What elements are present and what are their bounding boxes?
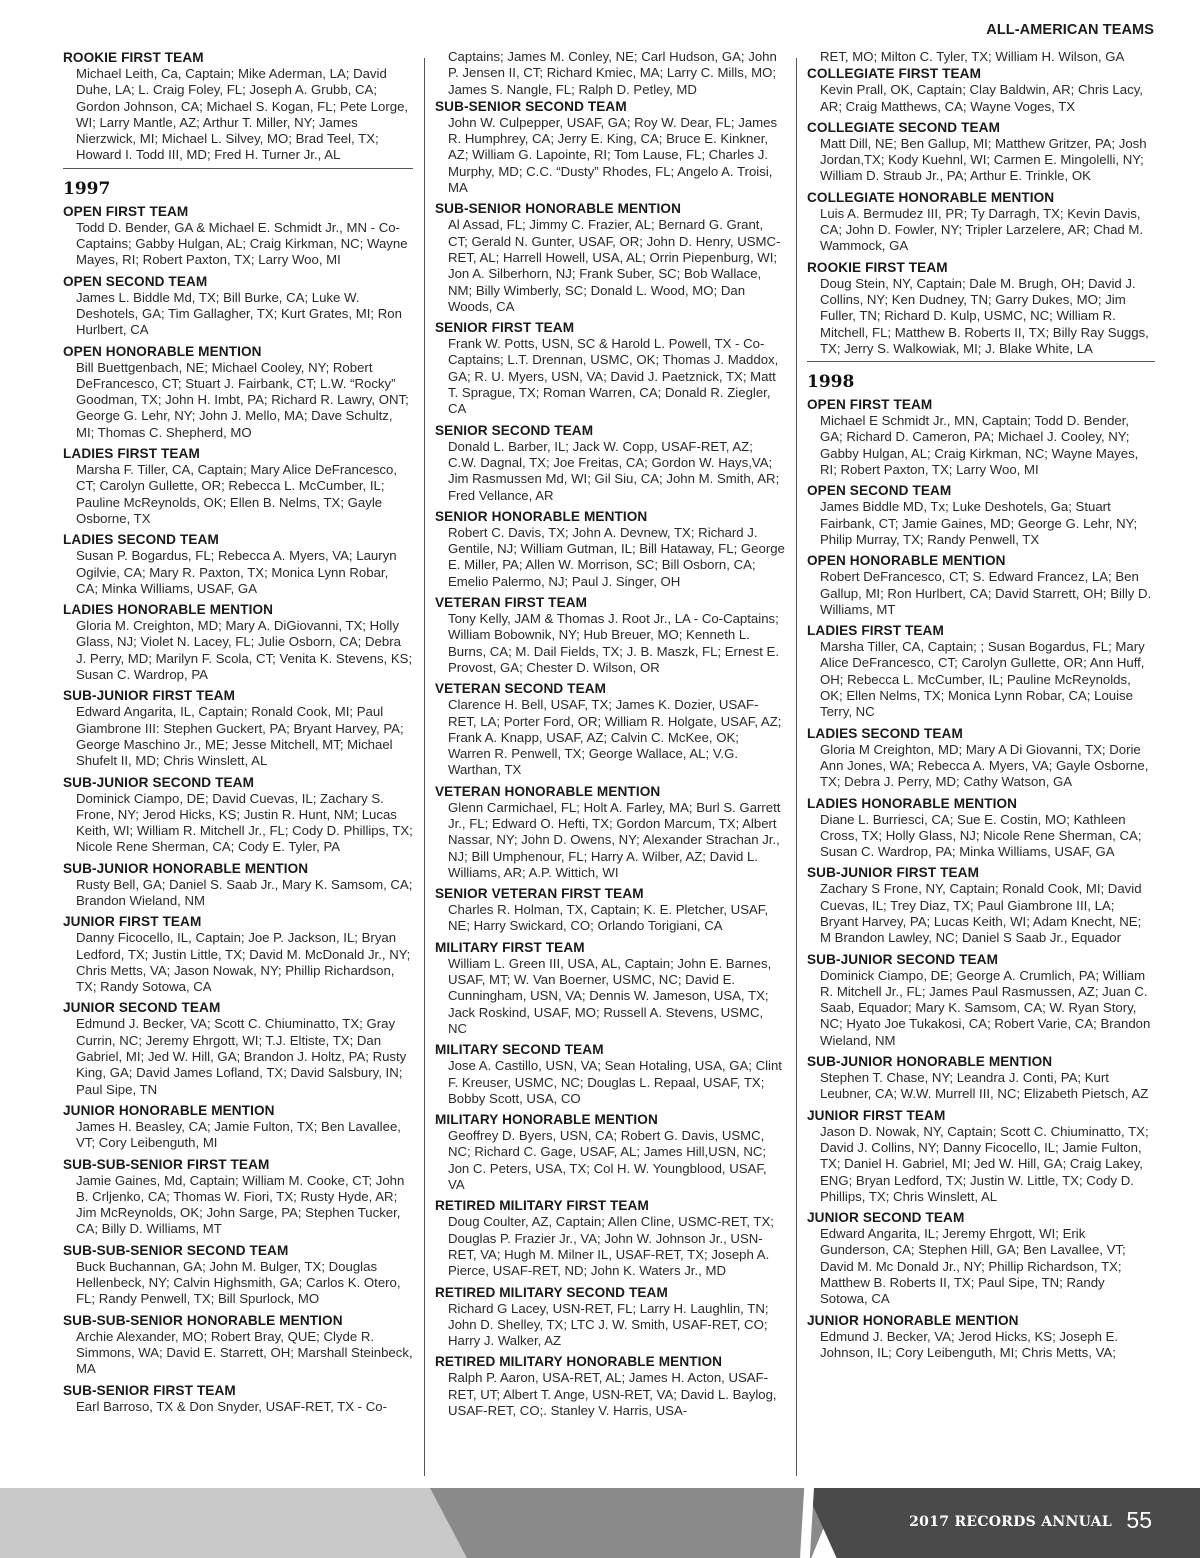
team-members: Stephen T. Chase, NY; Leandra J. Conti, PA; Kurt Leubner, CA; W.W. Murrell III, NC; Elizabeth Pietsch, AZ <box>820 1070 1149 1102</box>
continued-names: RET, MO; Milton C. Tyler, TX; William H. Wilson, GA <box>820 49 1125 64</box>
team-heading: LADIES FIRST TEAM <box>807 623 944 639</box>
team-heading: SUB-JUNIOR FIRST TEAM <box>63 688 236 704</box>
team-heading: OPEN SECOND TEAM <box>807 483 952 499</box>
column-divider <box>796 58 797 1476</box>
team-members: Richard G Lacey, USN-RET, FL; Larry H. Laughlin, TN; John D. Shelley, TX; LTC J. W. Smith, USAF-RET, CO; Harry J. Walker, AZ <box>448 1300 769 1349</box>
team-members: Michael E Schmidt Jr., MN, Captain; Todd D. Bender, GA; Richard D. Cameron, PA; Michael J. Cooley, NY; Gabby Hulgan, AL; Craig Kirkman, NC; Wayne Mayes, RI; Robert Paxton, TX; Larry Woo, MI <box>820 413 1139 478</box>
team-heading: RETIRED MILITARY SECOND TEAM <box>435 1284 668 1300</box>
team-members: James Biddle MD, Tx; Luke Deshotels, Ga; Stuart Fairbank, CT; Jamie Gaines, MD; George G. Lehr, NY; Philip Murray, TX; Randy Penwell, TX <box>820 499 1138 547</box>
team-members: Rusty Bell, GA; Daniel S. Saab Jr., Mary K. Samsom, CA; Brandon Wieland, NM <box>76 876 413 908</box>
team-members: Ralph P. Aaron, USA-RET, AL; James H. Acton, USAF-RET, UT; Albert T. Ange, USN-RET, VA; David L. Baylog, USAF-RET, CO;. Stanley V. Harris, USA- <box>448 1370 777 1418</box>
team-heading: MILITARY SECOND TEAM <box>435 1042 604 1058</box>
team-heading: SUB-SENIOR SECOND TEAM <box>435 98 627 114</box>
continued-names: Captains; James M. Conley, NE; Carl Hudson, GA; John P. Jensen II, CT; Richard Kmiec, MA; Larry C. Mills, MO; James S. Nangle, FL; Ralph D. Petley, MD <box>448 49 777 97</box>
team-heading: ROOKIE FIRST TEAM <box>807 259 948 275</box>
section-list <box>807 65 1155 357</box>
team-members: Buck Buchannan, GA; John M. Bulger, TX; Douglas Hellenbeck, NY; Calvin Highsmith, GA; Carlos K. Otero, FL; Randy Penwell, TX; Bill Spurlock, MO <box>76 1258 401 1307</box>
team-members: William L. Green III, USA, AL, Captain; John E. Barnes, USAF, MT; W. Van Boerner, USMC, NC; David E. Cunningham, USN, VA; Dennis W. Jameson, USA, TX; Jack Roskind, USAF, MO; Russell A. Stevens, USMC, NC <box>448 955 772 1036</box>
team-heading: OPEN HONORABLE MENTION <box>807 553 1006 569</box>
team-members: Jason D. Nowak, NY, Captain; Scott C. Chiuminatto, TX; David J. Collins, NY; Danny Ficocello, IL; Jamie Fulton, TX; Daniel H. Gabriel, MI; Jed W. Hill, GA; Craig Lakey, ENG; Bryan Ledford, TX; Justin W. Little, TX; Cody D. Phillips, TX; Chris Winslett, AL <box>820 1123 1149 1204</box>
team-heading: SUB-JUNIOR SECOND TEAM <box>807 951 999 967</box>
team-heading: LADIES SECOND TEAM <box>63 532 219 548</box>
team-members: Donald L. Barber, IL; Jack W. Copp, USAF-RET, AZ; C.W. Dagnal, TX; Joe Freitas, CA; Gordon W. Hays,VA; Jim Rasmussen Md, WI; Gil Siu, CA; John M. Smith, AR; Fred Vellance, AR <box>448 438 780 503</box>
team-heading: LADIES HONORABLE MENTION <box>63 602 274 618</box>
team-members: Marsha Tiller, CA, Captain; ; Susan Bogardus, FL; Mary Alice DeFrancesco, CT; Carolyn Gullette, OR; Ann Huff, OH; Rebecca L. McCumber, IL; Pauline McReynolds, OK; Ellen Nelms, TX; Monica Lynn Robar, CA; Louise Terry, NC <box>820 639 1145 720</box>
team-members: Charles R. Holman, TX, Captain; K. E. Pletcher, USAF, NE; Harry Swickard, CO; Orlando Torigiani, CA <box>448 902 769 934</box>
team-members: Edmund J. Becker, VA; Scott C. Chiuminatto, TX; Gray Currin, NC; Jeremy Ehrgott, WI; T.J. Eltiste, TX; Dan Gabriel, MI; Jed W. Hill, GA; Brandon J. Holtz, PA; Rusty King, GA; David James Lofland, TX; David Salsbury, IN; Paul Sipe, TN <box>76 1016 407 1097</box>
team-members: Susan P. Bogardus, FL; Rebecca A. Myers, VA; Lauryn Ogilvie, CA; Mary R. Paxton, TX; Monica Lynn Robar, CA; Minka Williams, USAF, GA <box>76 548 397 596</box>
team-members: Gloria M Creighton, MD; Mary A Di Giovanni, TX; Dorie Ann Jones, WA; Rebecca A. Myers, VA; Gayle Osborne, TX; Debra J. Perry, MD; Cathy Watson, GA <box>820 741 1149 790</box>
team-heading: VETERAN HONORABLE MENTION <box>435 783 661 799</box>
team-members: Robert DeFrancesco, CT; S. Edward Francez, LA; Ben Gallup, MI; Ron Hurlbert, CA; David Starrett, OH; Billy D. Williams, MT <box>820 569 1152 617</box>
year-heading: 1998 <box>807 361 1155 392</box>
team-members: Archie Alexander, MO; Robert Bray, QUE; Clyde R. Simmons, WA; David E. Starrett, OH; Marshall Steinbeck, MA <box>76 1328 413 1377</box>
team-heading: SENIOR HONORABLE MENTION <box>435 508 648 524</box>
team-heading: JUNIOR FIRST TEAM <box>807 1107 946 1123</box>
column-divider <box>424 58 425 1476</box>
column-3 <box>807 49 1155 1361</box>
team-heading: OPEN FIRST TEAM <box>63 203 189 219</box>
team-heading: SENIOR SECOND TEAM <box>435 422 594 438</box>
team-members: Jose A. Castillo, USN, VA; Sean Hotaling, USA, GA; Clint F. Kreuser, USMC, NC; Douglas L. Repaal, USAF, TX; Bobby Scott, USA, CO <box>448 1058 782 1106</box>
footer-band-mid <box>430 1488 840 1558</box>
team-heading: OPEN FIRST TEAM <box>807 397 933 413</box>
page-number: 55 <box>1126 1507 1152 1533</box>
team-heading: MILITARY FIRST TEAM <box>435 939 585 955</box>
team-heading: LADIES FIRST TEAM <box>63 446 200 462</box>
team-members: Edward Angarita, IL; Jeremy Ehrgott, WI; Erik Gunderson, CA; Stephen Hill, GA; Ben Lavallee, VT; David M. Mc Donald Jr., NY; Phillip Richardson, TX; Matthew B. Roberts II, TX; Paul Sipe, TN; Randy Sotowa, CA <box>820 1226 1126 1307</box>
footer-bar <box>0 1488 1200 1558</box>
team-heading: VETERAN SECOND TEAM <box>435 681 607 697</box>
footer-band-light <box>0 1488 480 1558</box>
team-heading: SUB-JUNIOR HONORABLE MENTION <box>63 860 309 876</box>
team-members: James H. Beasley, CA; Jamie Fulton, TX; Ben Lavallee, VT; Cory Leibenguth, MI <box>76 1118 401 1151</box>
team-heading: JUNIOR HONORABLE MENTION <box>63 1102 275 1118</box>
team-members: Edward Angarita, IL, Captain; Ronald Cook, MI; Paul Giambrone III: Stephen Guckert, PA; Bryant Harvey, PA; George Maschino Jr., ME; Jesse Mitchell, MT; Michael Shufelt II, MD; Chris Winslett, AL <box>76 704 404 769</box>
team-members: Marsha F. Tiller, CA, Captain; Mary Alice DeFrancesco, CT; Carolyn Gullette, OR; Rebecca L. McCumber, IL; Pauline McReynolds, OK; Ellen B. Nelms, TX; Gayle Osborne, TX <box>76 462 398 526</box>
publication-name: 2017 RECORDS ANNUAL <box>909 1514 1112 1530</box>
team-heading: OPEN SECOND TEAM <box>63 273 208 289</box>
team-heading: COLLEGIATE HONORABLE MENTION <box>807 189 1055 205</box>
team-heading: OPEN HONORABLE MENTION <box>63 343 262 359</box>
team-heading: MILITARY HONORABLE MENTION <box>435 1112 658 1128</box>
team-members: Jamie Gaines, Md, Captain; William M. Cooke, CT; John B. Crljenko, CA; Thomas W. Fiori, TX; Rusty Hyde, AR; Jim McReynolds, OK; John Sarge, PA; Stephen Tucker, CA; Billy D. Williams, MT <box>76 1172 405 1237</box>
year-heading: 1997 <box>63 168 413 199</box>
team-heading: COLLEGIATE SECOND TEAM <box>807 119 1001 135</box>
team-members: Danny Ficocello, IL, Captain; Joe P. Jackson, IL; Bryan Ledford, TX; Justin Little, TX; David M. McDonald Jr., NY; Chris Metts, VA; Jason Nowak, NY; Phillip Richardson, TX; Randy Sotowa, CA <box>76 930 411 995</box>
team-members: Dominick Ciampo, DE; David Cuevas, IL; Zachary S. Frone, NY; Jerod Hicks, KS; Justin R. Hunt, NM; Lucas Keith, WI; William R. Mitchell Jr., FL; Cody D. Phillips, TX; Nicole Rene Sherman, CA; Cody E. Tyler, PA <box>76 790 413 855</box>
team-heading: RETIRED MILITARY HONORABLE MENTION <box>435 1354 723 1370</box>
team-heading: JUNIOR HONORABLE MENTION <box>807 1312 1019 1328</box>
team-members: Zachary S Frone, NY, Captain; Ronald Cook, MI; David Cuevas, IL; Trey Diaz, TX; Paul Giambrone III, LA; Bryant Harvey, PA; Lucas Keith, WI; Adam Knecht, NE; M Brandon Lawley, NC; Daniel S Saab Jr., Equador <box>820 881 1142 946</box>
team-members: Matt Dill, NE; Ben Gallup, MI; Matthew Gritzer, PA; Josh Jordan,TX; Kody Kuehnl, WI; Carmen E. Mingolelli, NY; William D. Straub Jr., PA; Arthur E. Trinkle, OK <box>820 135 1147 184</box>
team-members: Todd D. Bender, GA & Michael E. Schmidt Jr., MN - Co-Captains; Gabby Hulgan, AL; Craig Kirkman, NC; Wayne Mayes, RI; Robert Paxton, TX; Larry Woo, MI <box>76 219 408 268</box>
team-members: Al Assad, FL; Jimmy C. Frazier, AL; Bernard G. Grant, CT; Gerald N. Gunter, USAF, OR; John D. Henry, USMC-RET, AL; Harrell Howell, USA, AL; Orrin Piepenburg, WI; Jon A. Silberhorn, NJ; Frank Suber, SC; Bob Wallace, NM; Billy Wimberly, SC; Donald L. Wood, MO; Dan Woods, CA <box>448 217 781 314</box>
team-heading: ROOKIE FIRST TEAM <box>63 50 204 65</box>
team-members: Earl Barroso, TX & Don Snyder, USAF-RET, TX - Co- <box>76 1398 387 1414</box>
team-members: Geoffrey D. Byers, USN, CA; Robert G. Davis, USMC, NC; Richard C. Gage, USAF, AL; James Hill,USN, NC; Jon C. Peters, USA, TX; Col H. W. Youngblood, USAF, VA <box>448 1128 767 1193</box>
team-heading: SENIOR VETERAN FIRST TEAM <box>435 886 644 902</box>
team-members: Kevin Prall, OK, Captain; Clay Baldwin, AR; Chris Lacy, AR; Craig Matthews, CA; Wayne Voges, TX <box>820 82 1143 114</box>
team-heading: SUB-SENIOR HONORABLE MENTION <box>435 201 681 217</box>
team-members: Tony Kelly, JAM & Thomas J. Root Jr., LA - Co-Captains; William Bobownik, NY; Hub Breuer, MO; Kenneth L. Burns, CA; M. Dail Fields, TX; J. B. Maszk, FL; Ernest E. Provost, GA; Chester D. Wilson, OR <box>448 611 779 675</box>
column-2 <box>435 49 785 1419</box>
column-1 <box>63 49 413 1415</box>
team-heading: VETERAN FIRST TEAM <box>435 595 588 611</box>
team-members: Dominick Ciampo, DE; George A. Crumlich, PA; William R. Mitchell Jr., FL; James Paul Rasmussen, AZ; Juan C. Saab, Equador; Mary K. Samsom, CA; W. Ryan Story, NC; Hyato Joe Tukakosi, CA; Robert Varie, CA; Brandon Wieland, NM <box>820 967 1151 1048</box>
team-heading: SUB-SUB-SENIOR HONORABLE MENTION <box>63 1312 343 1328</box>
section-list <box>63 49 413 164</box>
team-members: Doug Coulter, AZ, Captain; Allen Cline, USMC-RET, TX; Douglas P. Frazier Jr., VA; John W. Johnson Jr., USN-RET, VA; Hugh M. Milner IL, USAF-RET, TX; Joseph A. Pierce, USAF-RET, ND; John K. Waters Jr., MD <box>448 1214 774 1279</box>
team-members: Clarence H. Bell, USAF, TX; James K. Dozier, USAF-RET, LA; Porter Ford, OR; William R. Holgate, USAF, AZ; Frank A. Knapp, USAF, AZ; Calvin C. McKee, OK; Warren R. Penwell, TX; George Wallace, AL; V.G. Warthan, TX <box>448 697 782 778</box>
team-heading: SUB-JUNIOR FIRST TEAM <box>807 865 980 881</box>
team-heading: JUNIOR FIRST TEAM <box>63 914 202 930</box>
team-heading: RETIRED MILITARY FIRST TEAM <box>435 1198 649 1214</box>
page-header-title: ALL-AMERICAN TEAMS <box>986 22 1154 38</box>
team-heading: SUB-JUNIOR SECOND TEAM <box>63 774 255 790</box>
team-heading: SENIOR FIRST TEAM <box>435 320 575 336</box>
team-members: Doug Stein, NY, Captain; Dale M. Brugh, OH; David J. Collins, NY; Ken Dudney, TN; Garry Dukes, MO; Jim Fuller, TN; Richard D. Kulp, USMC, NC; William R. Mitchell, FL; Matthew B. Roberts II, TX; Billy Ray Suggs, TX; Jerry S. Walkowiak, MI; J. Blake White, LA <box>820 275 1149 356</box>
team-heading: SUB-SENIOR FIRST TEAM <box>63 1382 236 1398</box>
team-members: Robert C. Davis, TX; John A. Devnew, TX; Richard J. Gentile, NJ; William Gutman, IL; Bill Hataway, FL; George E. Miller, PA; Allen W. Morrison, SC; Bill Osborn, CA; Emelio Palermo, NJ; Paul J. Singer, OH <box>448 524 785 589</box>
team-heading: SUB-SUB-SENIOR SECOND TEAM <box>63 1242 289 1258</box>
team-members: John W. Culpepper, USAF, GA; Roy W. Dear, FL; James R. Humphrey, CA; Jerry E. King, CA; Bruce E. Kinkner, AZ; William G. Lapointe, RI; Tom Lause, FL; Charles J. Murphy, MD; C.C. “Dusty” Rhodes, FL; Angelo A. Troisi, MA <box>448 114 778 196</box>
team-members: Glenn Carmichael, FL; Holt A. Farley, MA; Burl S. Garrett Jr., FL; Edward O. Hefti, TX; Gordon Marcum, TX; Albert Nassar, NY; John D. Owens, NY; Alexander Strachan Jr., NJ; Bill Umphenour, FL; Harry A. Wilber, AZ; David L. Williams, AR; A.P. Wittich, WI <box>448 799 781 880</box>
section-list <box>435 98 785 1419</box>
team-heading: JUNIOR SECOND TEAM <box>63 1000 221 1016</box>
team-members: Michael Leith, Ca, Captain; Mike Aderman, LA; David Duhe, LA; L. Craig Foley, FL; Joseph A. Grubb, CA; Gordon Johnson, CA; Michael S. Kogan, FL; Pete Lorge, WI; Larry Mantle, AZ; Arthur T. Miller, NY; James Nierzwick, MI; Michael L. Silvey, MO; Brad Teel, TX; Howard I. Todd III, MD; Fred H. Turner Jr., AL <box>76 66 409 163</box>
team-members: Bill Buettgenbach, NE; Michael Cooley, NY; Robert DeFrancesco, CT; Stuart J. Fairbank, CT; L.W. “Rocky” Goodman, TX; John H. Imbt, PA; Richard R. Lawry, ONT; George G. Lehr, NY; John J. Mello, MA; Dave Schultz, MI; Thomas C. Shepherd, MO <box>76 359 409 440</box>
team-members: Diane L. Burriesci, CA; Sue E. Costin, MO; Kathleen Cross, TX; Holly Glass, NJ; Nicole Rene Sherman, CA; Susan C. Wardrop, PA; Minka Williams, USAF, GA <box>820 811 1142 860</box>
team-heading: JUNIOR SECOND TEAM <box>807 1210 965 1226</box>
section-list <box>63 203 413 1415</box>
team-members: James L. Biddle Md, TX; Bill Burke, CA; Luke W. Deshotels, GA; Tim Gallagher, TX; Kurt Grates, MI; Ron Hurlbert, CA <box>76 289 402 338</box>
section-list <box>807 396 1155 1361</box>
team-members: Gloria M. Creighton, MD; Mary A. DiGiovanni, TX; Holly Glass, NJ; Violet N. Lacey, FL; Julie Osborn, CA; Debra J. Perry, MD; Marilyn F. Scola, CT; Venita K. Stevens, KS; Susan C. Wardrop, PA <box>76 618 413 683</box>
team-heading: COLLEGIATE FIRST TEAM <box>807 66 982 82</box>
team-heading: LADIES SECOND TEAM <box>807 725 963 741</box>
team-heading: LADIES HONORABLE MENTION <box>807 795 1018 811</box>
team-members: Frank W. Potts, USN, SC & Harold L. Powell, TX - Co-Captains; L.T. Drennan, USMC, OK; Thomas J. Maddox, GA; R. U. Myers, USN, VA; David J. Paetznick, TX; Matt T. Sprague, TX; Roman Warren, CA; Donald R. Ziegler, CA <box>448 336 779 417</box>
team-heading: SUB-SUB-SENIOR FIRST TEAM <box>63 1156 270 1172</box>
team-members: Luis A. Bermudez III, PR; Ty Darragh, TX; Kevin Davis, CA; John D. Fowler, NY; Tripler Larzelere, AR; Chad M. Wammock, GA <box>820 205 1144 254</box>
team-members: Edmund J. Becker, VA; Jerod Hicks, KS; Joseph E. Johnson, IL; Cory Leibenguth, MI; Chris Metts, VA; <box>820 1328 1119 1360</box>
team-heading: SUB-JUNIOR HONORABLE MENTION <box>807 1054 1053 1070</box>
